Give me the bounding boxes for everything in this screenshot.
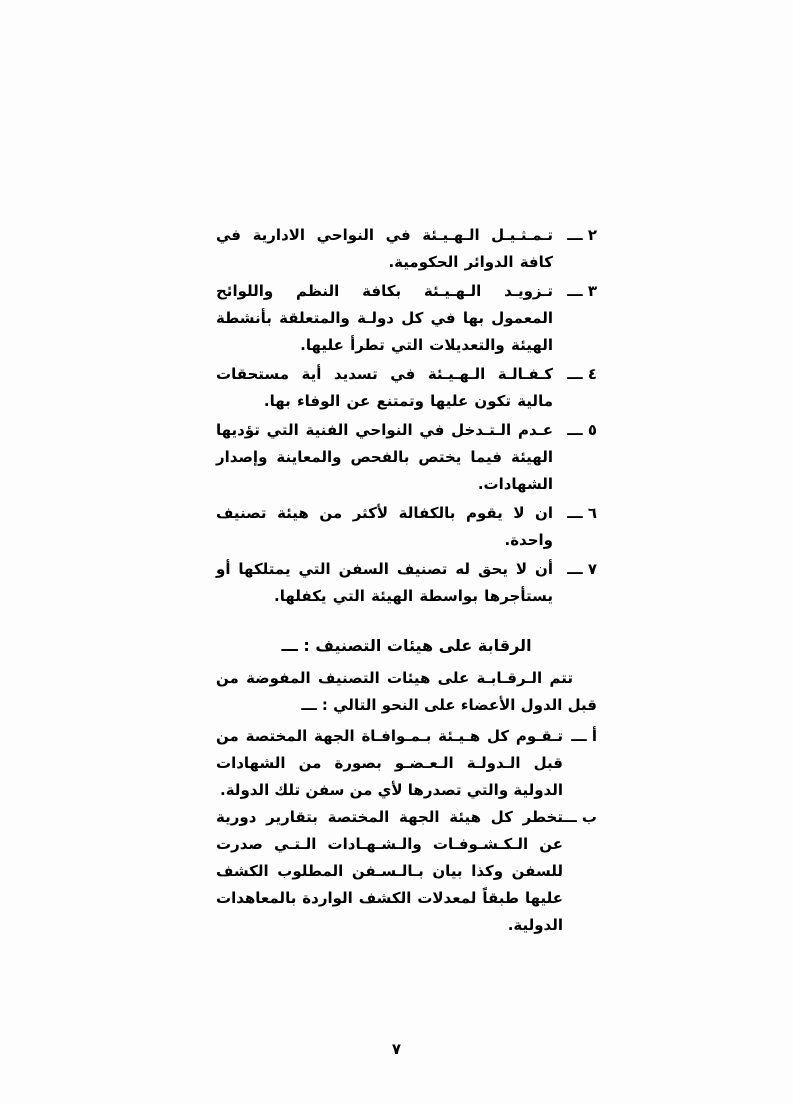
page-content [0, 222, 793, 939]
list-item-marker: ب ـــ [561, 808, 597, 826]
list-item [216, 804, 597, 939]
list-item-marker: ٥ ـــ [567, 421, 597, 439]
list-item [216, 500, 597, 554]
section-intro-paragraph: تتم الـرقـابـة على هيئات التصنيف المفوضة من قبل الدول الأعضاء على النحو التالي : ـــ [216, 669, 597, 714]
list-item-text: تـقـوم كل هـيـئة بـمـوافـاة الجهة المختصة من قبل الـدولـة الـعـضـو بصورة من الشهادات الدولية والتي تصدرها لأي من سفن تلك الدولة. [216, 727, 563, 799]
list-item-text: تـزويـد الـهـيـئة بكافة النظم واللوائح المعمول بها في كل دولـة والمتعلقة بأنشطة الهيئة والتعديلات التي تطرأ عليها. [216, 282, 553, 354]
list-item-text: أن لا يحق له تصنيف السفن التي يمتلكها أو يستأجرها بواسطة الهيئة التي يكفلها. [216, 560, 553, 605]
list-item-marker: ٦ ـــ [567, 504, 597, 522]
list-item [216, 417, 597, 498]
list-item [216, 222, 597, 276]
list-item-marker: ٧ ـــ [567, 560, 597, 578]
list-item [216, 361, 597, 415]
list-item-text: ان لا يقوم بالكفالة لأكثر من هيئة تصنيف واحدة. [216, 504, 553, 549]
list-item-text: كـفـالـة الـهـيـئة في تسديد أية مستحقات مالية تكون عليها وتمتنع عن الوفاء بها. [216, 365, 553, 410]
list-item-marker: ٤ ـــ [567, 365, 597, 383]
list-item-text: تـمـثـيـل الـهـيـئة في النواحي الادارية في كافة الدوائر الحكومية. [216, 226, 553, 271]
list-item-marker: ٢ ـــ [567, 226, 597, 244]
list-item [216, 723, 597, 804]
section-heading: الرقابة على هيئات التصنيف : ـــ [281, 636, 532, 655]
list-item [216, 278, 597, 359]
list-item-text: عـدم الـتـدخل في النواحي الفنية التي تؤديها الهيئة فيما يختص بالفحص والمعاينة وإصدار الشهادات. [216, 421, 553, 493]
page-number: ٧ [391, 1040, 402, 1058]
list-item-marker: ٣ ـــ [567, 282, 597, 300]
list-item [216, 556, 597, 610]
list-item-text: تخطر كل هيئة الجهة المختصة بتقارير دورية عن الـكـشـوفـات والـشـهـادات الـتـي صدرت للسفن وكذا بيان بـالـسـفن المطلوب الكشف عليها طبقاً لمعدلات الكشف الواردة بالمعاهدات الدولية. [216, 808, 563, 934]
list-item-marker: أ ـــ [571, 727, 597, 745]
